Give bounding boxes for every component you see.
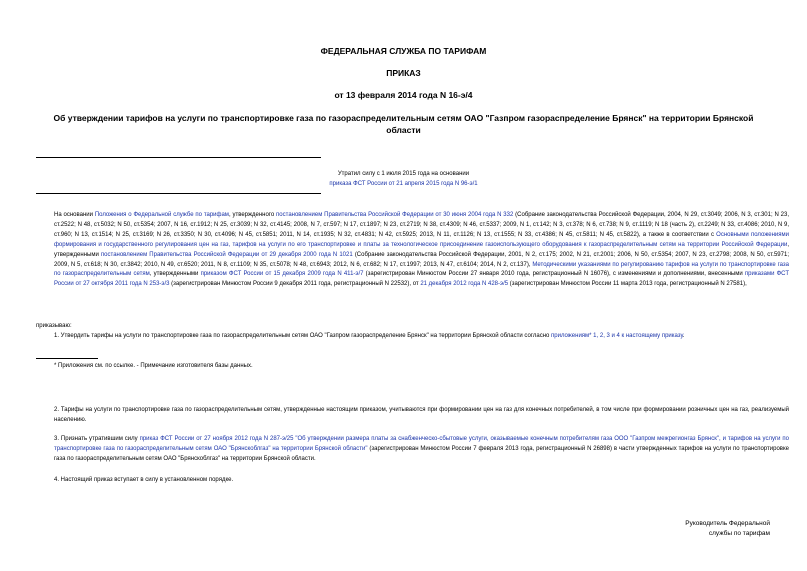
regulation-fst-link[interactable]: Положения о Федеральной службе по тарифам bbox=[94, 212, 229, 218]
item-2: 2. Тарифы на услуги по транспортировке газа по газораспределительным сетям, утвержденные настоящим приказом, учитываются при формировании цен на газ для конечных потребителей, в том числе при формировании розничных цен на газ, реализуемый населению. bbox=[54, 407, 789, 423]
methodical-guidelines-link[interactable]: Методическими указаниями по регулированию тарифов на услуги по транспортировке газа по газораспределительным сетям bbox=[54, 261, 790, 278]
order-287-link[interactable]: приказ ФСТ России от 27 ноября 2012 года N 287-э/25 "Об утверждении размера платы за снабженческо-сбытовые услуги, оказываемые конечным потребителям газа ООО "Газпром межрегионгаз Брянск", и тарифов на услуги по транспортировке газа по газораспределительным сетям ОАО "Брянскоблгаз" на территории Брянской области" bbox=[54, 436, 789, 452]
basis-text: , утвержденными bbox=[149, 271, 201, 278]
basis-text: На основании bbox=[54, 212, 95, 218]
item-3-text: 3. Признать утратившим силу bbox=[54, 436, 140, 442]
basis-text: (Собрание законодательства Российской Федерации, 2001, N 2, ст.175; 2002, N 21, ст.2001; 2006, N 50, ст.5354; 2007, N 23, ст.2798; 2008, N 50, ст.5971; 2009, N 5, ст.618; N 30, ст.3842; 2010, N 49, ст.6520; 2011, N 8, ст.1109; N 35, ст.5078; N 48, ст.6943; 2012, N 6, ст.682; N 17, ст.1997; 2013, N 47, ст.6104; 2014, N 2, ст.137), bbox=[54, 251, 789, 268]
repeal-order-link[interactable]: приказа ФСТ России от 21 апреля 2015 года N 96-э/1 bbox=[329, 181, 478, 187]
basis-text: (зарегистрирован Минюстом России 27 января 2010 года, регистрационный N 16076), с изменениями и дополнениями, внесенными bbox=[363, 271, 745, 278]
document-date-number: от 13 февраля 2014 года N 16-э/4 bbox=[334, 90, 473, 100]
document-title: Об утверждении тарифов на услуги по транспортировке газа по газораспределительным сетям ОАО "Газпром газораспределение Брянск" на территории Брянской области bbox=[53, 113, 754, 135]
repeal-note-text: Утратил силу с 1 июля 2015 года на основании bbox=[337, 171, 470, 177]
item-3-text: (зарегистрирован Минюстом России 7 февраля 2013 года, регистрационный N 26898) в части утвержденных тарифов на услуги по транспортировке газа по газораспределительным сетям ОАО "Брянскоблгаз" на территории Брянской области. bbox=[54, 445, 790, 462]
basis-text: , утвержденного bbox=[228, 212, 277, 218]
basis-text: (зарегистрирован Минюстом России 11 марта 2013 года, регистрационный N 27581), bbox=[508, 281, 747, 288]
agency-name: ФЕДЕРАЛЬНАЯ СЛУЖБА ПО ТАРИФАМ bbox=[320, 46, 487, 56]
divider-top bbox=[36, 157, 321, 158]
signature-line-2: службы по тарифам bbox=[708, 530, 770, 537]
basis-paragraph bbox=[36, 211, 789, 290]
item-1-text: 1. Утвердить тарифы на услуги по транспортировке газа по газораспределительным сетям ОАО "Газпром газораспределение Брянск" на территории Брянской области согласно bbox=[54, 333, 552, 339]
repeal-note bbox=[36, 169, 771, 189]
footnote-divider bbox=[36, 358, 98, 359]
item-1 bbox=[36, 332, 789, 342]
decree-332-link[interactable]: постановлением Правительства Российской Федерации от 30 июня 2004 года N 332 bbox=[276, 212, 514, 218]
signature-line-1: Руководитель Федеральной bbox=[685, 520, 770, 527]
order-253-link[interactable]: приказами ФСТ России от 27 октября 2011 года N 253-э/3 bbox=[54, 271, 789, 288]
order-word: приказываю: bbox=[36, 323, 72, 329]
main-provisions-link[interactable]: Основными положениями формирования и государственного регулирования цен на газ, тарифов на услуги по его транспортировке и платы за технологическое присоединение газоиспользующего оборудования к газораспределительным сетям на территории Российской Федерации bbox=[54, 231, 789, 248]
basis-text: (зарегистрирован Минюстом России 9 декабря 2011 года, регистрационный N 22532), от bbox=[169, 281, 421, 288]
item-3 bbox=[36, 435, 789, 465]
appendices-link[interactable]: приложениям* 1, 2, 3 и 4 к настоящему приказу bbox=[551, 333, 683, 339]
signature-block bbox=[620, 519, 770, 539]
order-428-link[interactable]: 21 декабря 2012 года N 428-э/5 bbox=[420, 281, 509, 288]
footnote: * Приложения см. по ссылке. - Примечание изготовителя базы данных. bbox=[54, 363, 253, 369]
order-411-link[interactable]: приказом ФСТ России от 15 декабря 2009 года N 411-э/7 bbox=[200, 271, 364, 278]
decree-1021-link[interactable]: постановлением Правительства Российской Федерации от 29 декабря 2000 года N 1021 bbox=[100, 251, 353, 258]
item-4: 4. Настоящий приказ вступает в силу в установленном порядке. bbox=[54, 477, 234, 483]
item-1-end: . bbox=[682, 333, 685, 339]
document-type: ПРИКАЗ bbox=[386, 68, 421, 78]
basis-text: (Собрание законодательства Российской Федерации, 2004, N 29, ст.3049; 2006, N 3, ст.301; N 23, ст.2522; N 48, ст.5032; N 50, ст.5354; 2007, N 16, ст.1912; N 25, ст.3039; N 32, ст.4145; 2008, N 7, ст.597; N 17, ст.1897; N 23, ст.2719; N 38, ст.4309; N 46, ст.5337; 2009, N 1, ст.142; N 3, ст.378; N 6, ст.738; N 9, ст.1119; N 18 (часть 2), ст.2249; N 33, ст.4086; 2010, N 9, ст.960; N 13, ст.1514; N 25, ст.3169; N 26, ст.3350; N 30, ст.4096; N 45, ст.5851; 2011, N 14, ст.1935; N 32, ст.4831; N 42, ст.5925; 2013, N 11, ст.1126; N 13, ст.1555; N 33, ст.4386; N 45, ст.5811; N 45, ст.5822), а также в соответствии с bbox=[54, 212, 789, 238]
basis-text: , утвержденными bbox=[54, 241, 789, 258]
divider-bottom bbox=[36, 193, 321, 194]
